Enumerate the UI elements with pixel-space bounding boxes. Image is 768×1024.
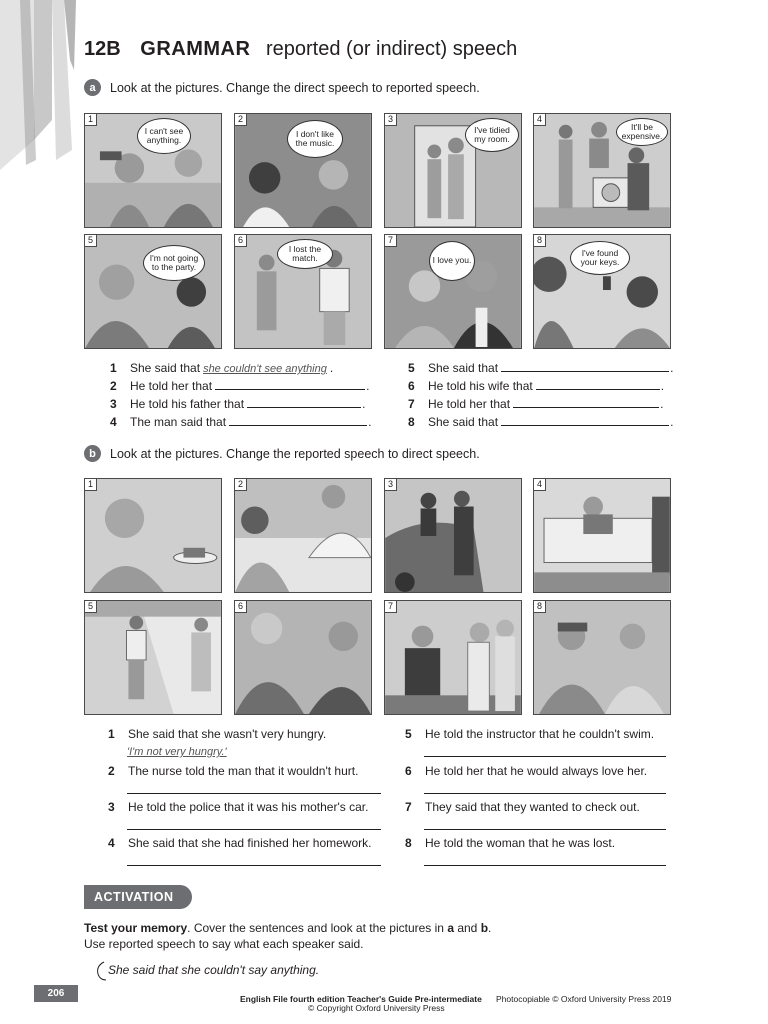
exercise-a7: 7 He told her that . [408, 397, 664, 411]
speech-bubble: I can't see anything. [137, 118, 191, 154]
example-answer: she couldn't see anything [203, 363, 327, 375]
answer-line[interactable] [501, 415, 669, 426]
exercise-b6: 6 He told her that he would always love her. [405, 764, 648, 778]
picture-b6: 6 [234, 600, 372, 715]
example-answer-b1: 'I'm not very hungry.' [127, 746, 227, 758]
part-b-badge: b [84, 445, 101, 462]
answer-line[interactable] [513, 397, 659, 408]
picture-a8: 8 I've found your keys. [533, 234, 671, 349]
picture-a2: 2 I don't like the music. [234, 113, 372, 228]
exercise-a1: 1 She said that she couldn't see anything . [110, 361, 334, 375]
corner-decoration [0, 0, 90, 170]
answer-line-b7[interactable] [424, 829, 666, 830]
picture-a6: 6 I lost the match. [234, 234, 372, 349]
exercise-a3: 3 He told his father that . [110, 397, 366, 411]
exercise-b5: 5 He told the instructor that he couldn't swim. [405, 727, 655, 741]
exercise-a6: 6 He told his wife that . [408, 379, 665, 393]
speech-bubble: I've tidied my room. [465, 118, 519, 152]
part-a-badge: a [84, 79, 101, 96]
answer-line-b4[interactable] [127, 865, 381, 866]
speech-bubble: It'll be expensive. [616, 118, 668, 146]
footer-copyright: Photocopiable © Oxford University Press 2019 [496, 994, 672, 1004]
answer-line[interactable] [536, 379, 660, 390]
answer-line[interactable] [229, 415, 367, 426]
picture-a4: 4 It'll be expensive. [533, 113, 671, 228]
activation-text: Test your memory. Cover the sentences and look at the pictures in a and b. Use reported speech to say what each speaker said. [84, 921, 492, 951]
answer-line[interactable] [247, 397, 361, 408]
answer-line[interactable] [215, 379, 365, 390]
page-number: 206 [34, 985, 78, 1002]
picture-b1: 1 [84, 478, 222, 593]
answer-line-b6[interactable] [424, 793, 666, 794]
activation-label: ACTIVATION [84, 885, 192, 909]
exercise-b3: 3 He told the police that it was his mother's car. [108, 800, 369, 814]
section-label: GRAMMAR [140, 38, 251, 60]
speech-bubble: I've found your keys. [570, 241, 630, 275]
speech-bubble: I lost the match. [277, 239, 333, 269]
picture-a3: 3 I've tidied my room. [384, 113, 522, 228]
answer-line-b8[interactable] [424, 865, 666, 866]
exercise-b2: 2 The nurse told the man that it wouldn't hurt. [108, 764, 359, 778]
speech-bubble: I'm not going to the party. [143, 245, 205, 281]
picture-b8: 8 [533, 600, 671, 715]
picture-a5: 5 I'm not going to the party. [84, 234, 222, 349]
exercise-a4: 4 The man said that . [110, 415, 372, 429]
picture-b2: 2 [234, 478, 372, 593]
exercise-a2: 2 He told her that . [110, 379, 370, 393]
part-a-heading [84, 79, 480, 96]
exercise-a5: 5 She said that . [408, 361, 674, 375]
part-b-heading [84, 445, 480, 462]
picture-b4: 4 [533, 478, 671, 593]
exercise-b1: 1 She said that she wasn't very hungry. [108, 727, 327, 741]
answer-line-b5[interactable] [424, 756, 666, 757]
topic: reported (or indirect) speech [265, 38, 518, 60]
speech-bubble: I don't like the music. [287, 120, 343, 158]
page-title [84, 38, 517, 61]
footer-book: English File fourth edition Teacher's Guide Pre-intermediate [240, 994, 482, 1004]
footer-stamp: © Copyright Oxford University Press [308, 1003, 445, 1013]
exercise-b4: 4 She said that she had finished her homework. [108, 836, 372, 850]
exercise-b7: 7 They said that they wanted to check out. [405, 800, 640, 814]
answer-line[interactable] [501, 361, 669, 372]
answer-line-b3[interactable] [127, 829, 381, 830]
part-b-instruction: Look at the pictures. Change the reported speech to direct speech. [110, 446, 480, 461]
activation-example: She said that she couldn't say anything. [108, 963, 320, 977]
picture-b5: 5 [84, 600, 222, 715]
picture-b7: 7 [384, 600, 522, 715]
speech-curl-icon [94, 960, 108, 982]
speech-bubble: I love you. [429, 241, 475, 281]
exercise-b8: 8 He told the woman that he was lost. [405, 836, 616, 850]
part-a-instruction: Look at the pictures. Change the direct speech to reported speech. [110, 80, 480, 95]
picture-a7: 7 I love you. [384, 234, 522, 349]
exercise-a8: 8 She said that . [408, 415, 674, 429]
picture-a1: 1 I can't see anything. [84, 113, 222, 228]
picture-b3: 3 [384, 478, 522, 593]
answer-line-b2[interactable] [127, 793, 381, 794]
unit-code: 12B [84, 38, 121, 60]
